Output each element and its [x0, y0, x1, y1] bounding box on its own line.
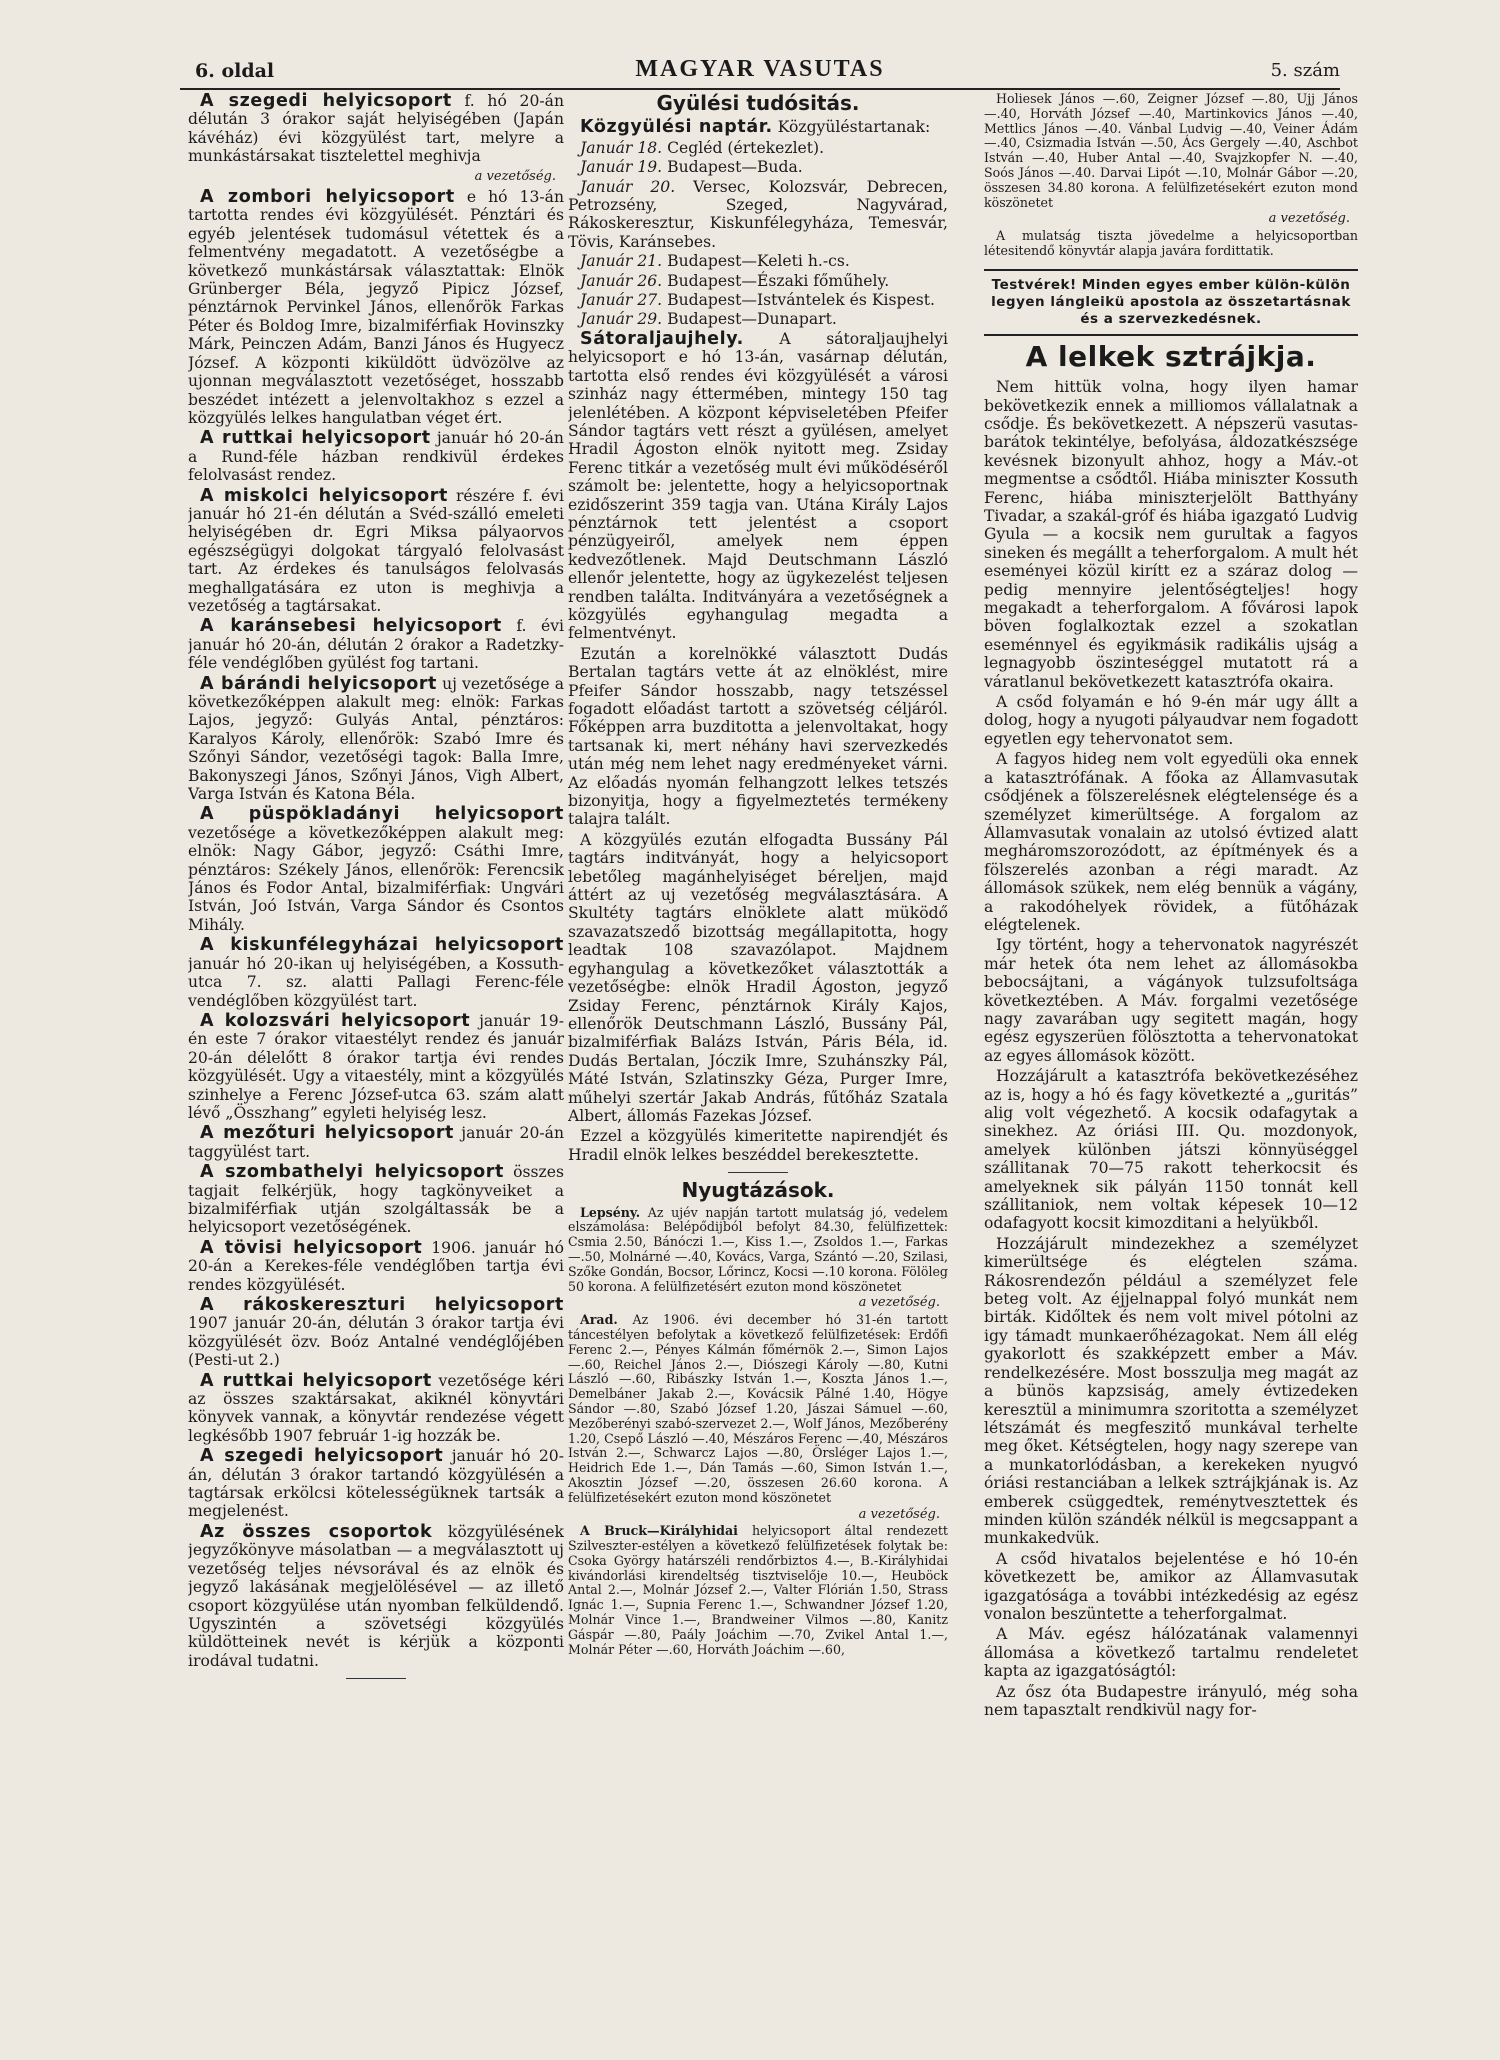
- calendar-date: Január 27.: [580, 291, 663, 310]
- calendar-place: Budapest—Istvántelek és Kispest.: [662, 291, 935, 310]
- signature: a vezetőség.: [858, 1295, 940, 1311]
- notice-paragraph: [188, 188, 564, 427]
- signature: a vezetőség.: [474, 168, 556, 184]
- calendar-intro: [568, 118, 948, 136]
- notice-text: január 20-án taggyülést tart.: [188, 1124, 564, 1161]
- notice-heading: A kiskunfélegyházai helyicsoport: [200, 935, 564, 956]
- notice-heading: A szegedi helyicsoport: [200, 92, 452, 111]
- notice-text: január hó 20-ikan uj helyiségében, a Kossuth-utca 7. sz. alatti Pallagi Ferenc-féle vendéglőben közgyülést tart.: [188, 954, 564, 1010]
- notice-paragraph: [188, 617, 564, 672]
- calendar-date: Január 29.: [580, 310, 663, 329]
- notice-heading: A mezőturi helyicsoport: [200, 1123, 455, 1144]
- calendar-place: Versec, Kolozsvár, Debrecen, Petrozsény, Szeged, Nagyvárad, Rákoskeresztur, Kiskunfélegyháza, Temesvár, Tövis, Karánsebes.: [568, 177, 948, 251]
- calendar-entry: [568, 310, 948, 328]
- notice-paragraph: [188, 1239, 564, 1294]
- notice-text: január hó 20-án, délután 3 órakor tartandó közgyülésén a tagtársak erkölcsi kötelességüknek tartsák a megjelenést.: [188, 1447, 564, 1521]
- notice-text: e hó 13-án tartotta rendes évi közgyülését. Pénztári és egyéb jelentések tudomásul vétettek és a felmentvény megadatott. A vezetőségbe a következő munkástársak választattak: Elnök Grünberger Béla, jegyző Pipicz József, pénztárnok Pervinkel János, ellenőrök Farkas Péter és Boldog Imre, bizalmiférfiak Hovinszky Márk, Peinczen Adám, Banzi János és Hugyecz József. A központi kiküldött üdvözölve az ujonnan megválasztott vezetőséget, hosszabb beszédet intézett a jelenvoltakhoz s ezzel a közgyülés lelkes hangulatban véget ért.: [188, 188, 564, 427]
- article-paragraph: A csőd hivatalos bejelentése e hó 10-én következett be, amikor az Államvasutak igazgatósága a további intézkedésig az egész vonalon beszüntette a teherforgalmat.: [984, 1549, 1358, 1623]
- notice-paragraph: [188, 1124, 564, 1161]
- report-paragraph: Ezután a korelnökké választott Dudás Bertalan tagtárs vette át az elnöklést, mire Pfeifer Sándor hosszabb, nagy tetszéssel fogadott előadást tartott a szövetség céljáról. Főképpen arra buzditotta a jelenvoltakat, hogy tartsanak ki, mert néhány havi szervezkedés után még nem lehet nagy eredményeket várni. Az előadás nyomán felhangzott lelkes tetszés bizonyitja, hogy a figyelmeztetés termékeny talajra talált.: [568, 644, 948, 829]
- notice-paragraph: [188, 429, 564, 484]
- notice-heading: A ruttkai helyicsoport: [200, 428, 431, 449]
- calendar-entry: [568, 178, 948, 252]
- notice-text: vezetősége kéri az összes szaktársakat, akiknél könyvtári könyvek vannak, a könyvtár rendezése végett legkésőbb 1907 február 1-ig hozzák be.: [188, 1371, 564, 1445]
- section-title-meetings: Gyülési tudósitás.: [656, 92, 860, 115]
- notice-paragraph: [188, 92, 564, 166]
- notice-text: f. évi január hó 20-án, délután 2 órakor a Radetzky-féle vendéglőben gyülést fog tartani.: [188, 617, 564, 673]
- receipt-heading: Lepsény.: [580, 1204, 641, 1220]
- issue-number: 5. szám: [1270, 60, 1340, 81]
- receipt-text: helyicsoport által rendezett Szilveszter-estélyen a következő felülfizetések folytak be: Csoka György határszéli rendőrbiztos 4.—, B.-Királyhidai kivándorlási kirendeltség tisztviselője 10.—, Heuböck Antal 2.—, Molnár József 2.—, Valter Flórián 1.50, Strass Ignác 1.—, Supnia Ferenc 1.—, Schwandner József 1.20, Molnár Vince 1.—, Brandweiner Vilmos —.80, Kanitz Gáspár —.80, Paály Joáchim —.70, Zvikel Antal 1.—, Molnár Péter —.60, Horváth Joáchim —.60,: [568, 1523, 948, 1657]
- receipts-list: [568, 1206, 948, 1658]
- calendar-date: Január 18.: [580, 138, 663, 157]
- article-paragraph: Nem hittük volna, hogy ilyen hamar bekövetkezik ennek a milliomos vállalatnak a csődje. És bekövetkezett. A népszerü vasutas-barátok tekintélye, befolyása, áldozatkészsége kevésnek bizonyult ahhoz, hogy a Máv.-ot megmentse a csődtől. Hiába miniszter Kossuth Ferenc, hiába miniszterjelölt Batthyány Tivadar, a szakál-gróf és hiába igazgató Ludvig Gyula — a kocsik nem gurultak a fagyos sineken és megállt a teherforgalom. A mult hét eseményei közül kirítt ez a száraz dolog — pedig mennyire jelentőségteljes! hogy megakadt a teherforgalom. A fővárosi lapok böven foglalkoztak ezzel a szokatlan eseménnyel és egyikmásik radikális ujság a legnagyobb öszinteséggel mutatott rá a váratlanul bekövetkezett katasztrófa okaira.: [984, 378, 1358, 691]
- column-left: [188, 92, 564, 2040]
- calendar-intro-text: Közgyüléstartanak:: [772, 118, 931, 137]
- page-header: [180, 52, 1340, 90]
- notice-text: 1906. január hó 20-án a Kerekes-féle vendéglőben tartja évi rendes közgyülését.: [188, 1238, 564, 1294]
- column-middle: [568, 92, 948, 2040]
- notice-text: közgyülésének jegyzőkönyve másolatban — a megválasztott uj vezetőség teljes névsorával és az elnök és jegyző lakásának megjelölésével — az illető csoport közgyülése után nyomban felküldendő. Ugyszintén a szövetségi közgyülés küldötteinek nevét is kérjük a központi irodával tudatni.: [188, 1522, 564, 1670]
- satoraljaujhely-heading: Sátoraljaujhely.: [580, 328, 744, 349]
- receipt-text: Az 1906. évi december hó 31-én tartott táncestélyen befolytak a következő felülfizetések: Erdőfi Ferenc 2.—, Pényes Kálmán főmérnök 2.—, Simon Lajos —.60, Reichel János 2.—, Diószegi Károly —.80, Kutni László —.60, Ribászky István 1.—, Koszta János 1.—, Demelbáner Jakab 2.—, Kovácsik Pálné 1.40, Högye Sándor —.80, Szabó József 1.20, Jászai Sámuel —.60, Mezőberényi szabó-szervezet 2.—, Wolf János, Mezőberény 1.20, Csepő László —.40, Mészáros Ferenc —.40, Mészáros István 2.—, Schwarcz Lajos —.80, Örsléger Lajos 1.—, Heidrich Ede 1.—, Dán Tamás —.60, Simon István 1.—, Akosztin József —.20, összesen 26.60 korona. A felülfizetésekért ezuton mond köszönetet: [568, 1312, 948, 1505]
- receipt-heading: Arad.: [580, 1312, 618, 1328]
- meeting-calendar: [568, 139, 948, 329]
- article-paragraph: A Máv. egész hálózatának valamennyi állomása a következő tartalmu rendeletet kapta az igazgatóságtól:: [984, 1625, 1358, 1681]
- calendar-entry: [568, 158, 948, 176]
- notice-paragraph: [188, 936, 564, 1010]
- report-paragraph: Ezzel a közgyülés kimeritette napirendjét és Hradil elnök lelkes beszéddel berekesztette.: [568, 1127, 948, 1164]
- calendar-place: Budapest—Keleti h.-cs.: [662, 252, 850, 271]
- article-paragraph: Igy történt, hogy a tehervonatok nagyrészét már hetek óta nem lehet az állomásokba bebocsájtani, a vágányok tulzsufoltsága következtében. A Máv. forgalmi vezetősége nagy zavarában ugy segitett magán, hogy egész egyszerüen fölösztotta a tehervonatokat az egyes állomások között.: [984, 936, 1358, 1065]
- calendar-date: Január 19.: [580, 158, 663, 177]
- notice-text: vezetősége a következőképpen alakult meg: elnök: Nagy Gábor, jegyző: Csáthi Imre, pénztáros: Székely János, ellenőrök: Ferencsik János és Fodor Antal, bizalmiférfiak: Ungvári István, Joó István, Varga Sándor és Csontos Mihály.: [188, 823, 564, 934]
- notice-text: f. hó 20-án délután 3 órakor saját helyiségében (Japán kávéház) évi közgyülést tart, melyre a munkástársakat tisztelettel meghivja: [188, 92, 564, 166]
- signature: a vezetőség.: [1268, 211, 1350, 227]
- receipt-entry: [568, 1206, 948, 1295]
- notice-text: január hó 20-án a Rund-féle házban rendkivül érdekes felolvasást rendez.: [188, 429, 564, 485]
- notice-text: összes tagjait felkérjük, hogy tagkönyveiket a bizalmiférfiak utján szolgáltassák be a helyicsoport vezetőségének.: [188, 1163, 564, 1237]
- notice-paragraph: [188, 487, 564, 616]
- article-paragraph: A csőd folyamán e hó 9-én már ugy állt a dolog, hogy a nyugoti pályaudvar nem fogadott egyetlen egy tehervonatot sem.: [984, 693, 1358, 748]
- notice-heading: Az összes csoportok: [200, 1521, 433, 1542]
- calendar-place: Cegléd (értekezlet).: [662, 138, 825, 157]
- notice-paragraph: [188, 1012, 564, 1122]
- notice-text: uj vezetősége a következőképpen alakult meg: elnök: Farkas Lajos, jegyző: Gulyás Antal, pénztáros: Karalyos Károly, ellenőrök: Szabó Imre és Szőnyi Sándor, vezetőségi tagok: Balla Imre, Bakonyszegi János, Szőnyi János, Vigh Albert, Varga István és Katona Béla.: [188, 674, 564, 804]
- calendar-date: Január 20.: [580, 177, 676, 196]
- calendar-entry: [568, 252, 948, 270]
- calendar-entry: [568, 139, 948, 157]
- notice-paragraph: [188, 1372, 564, 1446]
- article-title: A lelkek sztrájkja.: [1025, 339, 1317, 373]
- notice-text: január 19-én este 7 órakor vitaestélyt rendez és január 20-án délelőtt 8 órakor tartja évi rendes közgyülését. Ugy a vitaestély, mint a közgyülés szinhelye a Ferenc József-utca 63. szám alatt lévő „Összhang” egyleti helyiség lesz.: [188, 1011, 564, 1122]
- report-paragraphs: [568, 645, 948, 1164]
- column-right: [984, 92, 1358, 2040]
- notice-heading: A karánsebesi helyicsoport: [200, 616, 502, 637]
- notice-heading: A tövisi helyicsoport: [200, 1237, 423, 1258]
- library-note: A mulatság tiszta jövedelme a helyicsoportban létesitendő könyvtár alapja javára fordittatik.: [984, 228, 1358, 258]
- article-paragraph: Az ősz óta Budapestre irányuló, még soha nem tapasztalt rendkivül nagy for-: [984, 1682, 1358, 1720]
- notice-heading: A ruttkai helyicsoport: [200, 1370, 432, 1391]
- notice-heading: A kolozsvári helyicsoport: [200, 1010, 471, 1031]
- notice-paragraph: [188, 1447, 564, 1521]
- calendar-date: Január 26.: [580, 271, 663, 290]
- satoraljaujhely-report: [568, 330, 948, 643]
- calendar-heading: Közgyülési naptár.: [580, 117, 773, 138]
- notice-heading: A miskolci helyicsoport: [200, 485, 448, 506]
- calendar-place: Budapest—Buda.: [662, 158, 803, 177]
- notice-paragraph: [188, 805, 564, 934]
- satoraljaujhely-text: A sátoraljaujhelyi helyicsoport e hó 13-án, vasárnap délután, tartotta első rendes évi közgyülését a városi szinház nagy éttermében, mintegy 150 tag jelenlétében. A központ képviseletében Pfeifer Sándor tagtárs vett részt a gyülésen, amelyet Hradil Ágoston elnök nyitott meg. Zsiday Ferenc titkár a vezetőség mult évi működéséről számolt be: jelentette, hogy a helyicsoportnak ezidőszerint 359 tagja van. Utána Király Lajos pénztárnok tett jelentést a csoport pénzügyeiről, amelyek nem éppen kedvezőtlenek. Majd Deutschmann László ellenőr jelentette, hogy az ügykezelést teljesen rendben találta. Inditványára a vezetőségnek a közgyülés egyhangulag megadta a felmentvényt.: [568, 329, 948, 643]
- notice-text: részére f. évi január hó 21-én délután a Svéd-szálló emeleti helyiségében dr. Egri Miksa pályaorvos egészségügyi dolgokat tárgyaló felolvasást tart. Az érdekes és tanulságos felolvasás meghallgatására ez uton is meghivja a vezetőség a tagtársakat.: [188, 486, 564, 615]
- section-title-receipts: Nyugtázások.: [681, 1178, 835, 1203]
- notice-heading: A szegedi helyicsoport: [200, 1446, 444, 1467]
- article-paragraph: Hozzájárult a katasztrófa bekövetkezéséhez az is, hogy a hó és fagy következté a „guritás” alig volt végezhető. A kocsik odafagytak a sinekhez. Az óriási III. Qu. mozdonyok, amelyek különben játszi könnyüséggel szállitanak 70—75 rakott teherkocsit és amelyeknek sik pályán 1150 tonnát kell szállitaniok, nem voltak képesek 10—12 odafagyott kocsit kimozditani a helyükből.: [984, 1067, 1358, 1233]
- receipt-text: Az ujév napján tartott mulatság jó, vedelem elszámolása: Belépődijból befolyt 84.30, felülfizettek: Csmia 2.50, Bánóczi 1.—, Kiss 1.—, Zsoldos 1.—, Farkas —.50, Molnárné —.40, Kovács, Varga, Szántó —.20, Szilasi, Szőke Gondán, Bocsor, Lőrincz, Kocsi —.10 korona. Fölöleg 50 korona. A felülfizetésért ezuton mond köszönetet: [568, 1204, 948, 1294]
- divider: [346, 1678, 406, 1679]
- calendar-entry: [568, 272, 948, 290]
- divider: [728, 1172, 788, 1173]
- notice-heading: A szombathelyi helyicsoport: [200, 1162, 504, 1183]
- receipt-entry: [568, 1313, 948, 1505]
- notice-text: 1907 január 20-án, délután 3 órakor tartja évi közgyülését özv. Boóz Antalné vendéglőjében (Pesti-ut 2.): [188, 1314, 564, 1370]
- report-paragraph: A közgyülés ezután elfogadta Bussány Pál tagtárs inditványát, hogy a helyicsoport lebetőleg magánhelyiséget béreljen, majd áttért az uj vezetőség megválasztására. A Skultéty tagtárs elnöklete alatt müködő szavazatszedő bizottság megállapitotta, hogy leadtak 108 szavazólapot. Majdnem egyhangulag a következőket választották a vezetőségbe: elnök Hradil Ágoston, jegyző Zsiday Ferenc, pénztárnok Király Kajos, ellenőrök Deutschmann László, Bussány Pál, bizalmiférfiak Balázs István, Páris Béla, id. Dudás Bertalan, Jóczik Imre, Szuhánszky Pál, Máté István, Szlatinszky Géza, Purger Imre, műhelyi szertár Jakab András, fűtőház Szatala Albert, állomás Fazekas József.: [568, 830, 948, 1125]
- notice-paragraph: [188, 1523, 564, 1670]
- page-number: 6. oldal: [195, 60, 275, 82]
- calendar-place: Budapest—Dunapart.: [662, 310, 837, 329]
- notice-heading: A rákoskereszturi helyicsoport: [200, 1295, 564, 1315]
- notice-heading: A zombori helyicsoport: [200, 187, 455, 208]
- calendar-date: Január 21.: [580, 252, 663, 271]
- article-paragraph: A fagyos hideg nem volt egyedüli oka ennek a katasztrófának. A főoka az Államvasutak csődjének a fölszerelésnek elégtelensége és a személyzet kimerültsége. A forgalom az Államvasutak vonalain az utolsó évtized alatt megháromszorozódott, az építmények és a fölszerelés azonban a régi maradt. Az állomások szükek, nem elég bennük a vágány, a rakodóhelyek rövidek, a fütőházak elégtelenek.: [984, 750, 1358, 934]
- notice-heading: A bárándi helyicsoport: [200, 673, 438, 694]
- receipts-continued-text: Holiesek János —.60, Zeigner József —.80, Ujj János —.40, Horváth József —.40, Martinkovics János —.40, Mettlics János —.40. Vánbal Ludvig —.40, Veiner Ádám —.40, Csizmadia István —.50, Ács Gergely —.40, Aschbot István —.40, Huber Antal —.40, Svajzkopfer N. —.40, Soós János —.40. Darvai Lipót —.10, Molnár Gábor —.20, összesen 34.80 korona. A felülfizetésekért ezuton mond köszönetet: [984, 92, 1358, 210]
- solidarity-banner: Testvérek! Minden egyes ember külön-külön legyen lángleikü apostola az összetartásnak és a szervezkedésnek.: [984, 269, 1358, 336]
- receipt-heading: A Bruck—Királyhidai: [580, 1523, 738, 1539]
- receipt-entry: [568, 1524, 948, 1657]
- article-paragraph: Hozzájárult mindezekhez a személyzet kimerültsége és elégtelen száma. Rákosrendezőn például a személyzet fele beteg volt. Az éjjelnappal folyó munkát nem birták. Kidőltek és nem volt mivel pótolni az igy támadt munkaerőhézagokat. Nem áll elég gyakorlott és szakképzett ember a Máv. rendelkezésére. Most bosszulja meg magát az a bünös kapzsiság, amely évtizedeken keresztül a minimumra szoritotta a személyzet létszámát és megfeszitő munkával terhelte meg őket. Kétségtelen, hogy nagy szerepe van a munkatorlódásban, a kerekeken nyugvó óriási restanciában a lelkek sztrájkjának is. Az emberek csüggedtek, reménytvesztettek és minden külön szándék nélkül is megcsappant a munkakedvük.: [984, 1234, 1358, 1548]
- calendar-entry: [568, 291, 948, 309]
- receipts-continued: [984, 92, 1358, 259]
- notice-heading: A püspökladányi helyicsoport: [200, 804, 564, 825]
- newspaper-title: MAGYAR VASUTAS: [635, 56, 885, 82]
- notice-paragraph: [188, 1163, 564, 1237]
- notice-paragraph: [188, 675, 564, 804]
- article-body: [984, 378, 1358, 1719]
- calendar-place: Budapest—Északi főműhely.: [662, 271, 890, 290]
- signature: a vezetőség.: [858, 1506, 940, 1522]
- notice-paragraph: [188, 1296, 564, 1370]
